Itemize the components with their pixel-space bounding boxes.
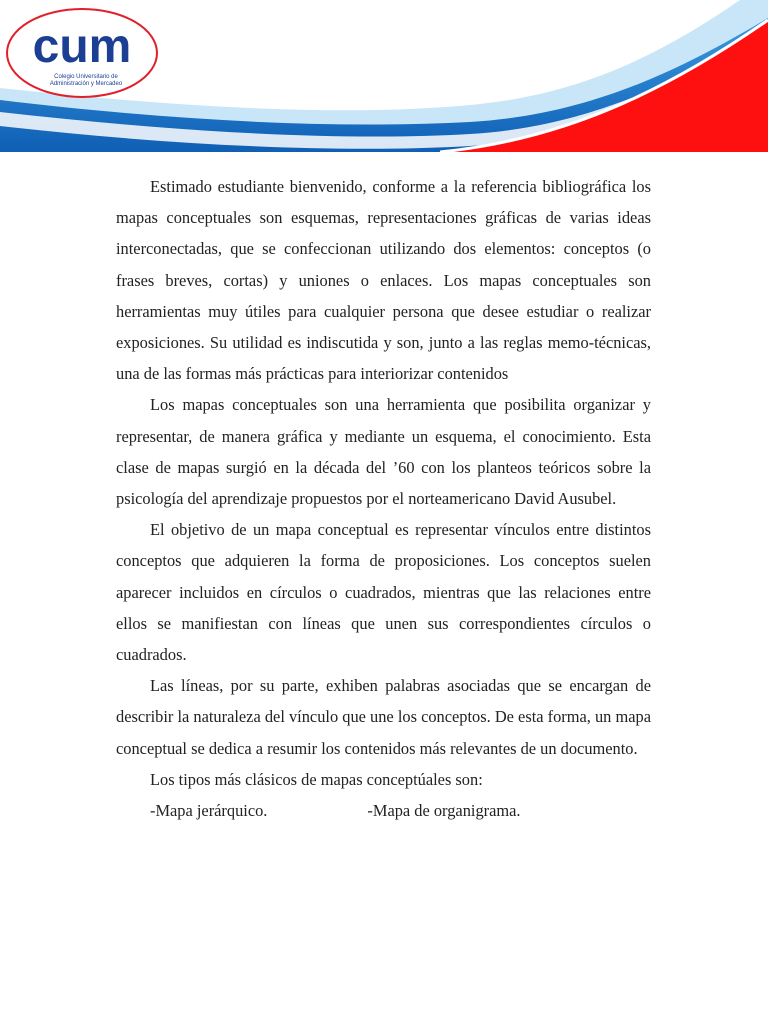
list-item-organigram: -Mapa de organigrama. <box>367 801 521 821</box>
paragraph-definition: Los mapas conceptuales son una herramienta que posibilita organizar y representar, de manera gráfica y mediante un esquema, el conocimiento. Esta clase de mapas surgió en la década del ’60 con los planteos teóricos sobre la psicología del aprendizaje propuestos por el norteamericano David Ausubel. <box>116 395 651 509</box>
paragraph-lines: Las líneas, por su parte, exhiben palabras asociadas que se encargan de describir la naturaleza del vínculo que une los conceptos. De esta forma, un mapa conceptual se dedica a resumir los contenidos más relevantes de un documento. <box>116 676 651 758</box>
logo-line-2: Administración y Mercadeo <box>49 81 123 87</box>
types-list <box>116 795 651 826</box>
banner-graphic <box>0 0 768 152</box>
logo-line-1: Colegio Universitario de <box>54 74 118 80</box>
logo-letters: cum <box>32 20 132 73</box>
logo <box>7 9 157 97</box>
header-banner <box>0 0 768 152</box>
document-body <box>116 171 651 826</box>
paragraph-intro: Estimado estudiante bienvenido, conforme a la referencia bibliográfica los mapas conceptuales son esquemas, representaciones gráficas de varias ideas interconectadas, que se confeccionan utilizando dos elementos: conceptos (o frases breves, cortas) y uniones o enlaces. Los mapas conceptuales son herramientas muy útiles para cualquier persona que desee estudiar o realizar exposiciones. Su utilidad es indiscutida y son, junto a las reglas memo-técnicas, una de las formas más prácticas para interiorizar contenidos <box>116 177 651 384</box>
paragraph-objective: El objetivo de un mapa conceptual es representar vínculos entre distintos conceptos que adquieren la forma de proposiciones. Los conceptos suelen aparecer incluidos en círculos o cuadrados, mientras que las relaciones entre ellos se manifiestan con líneas que unen sus correspondientes círculos o cuadrados. <box>116 520 651 665</box>
paragraph-types-intro: Los tipos más clásicos de mapas conceptúales son: <box>150 769 483 789</box>
list-item-hierarchical: -Mapa jerárquico. <box>150 801 268 821</box>
